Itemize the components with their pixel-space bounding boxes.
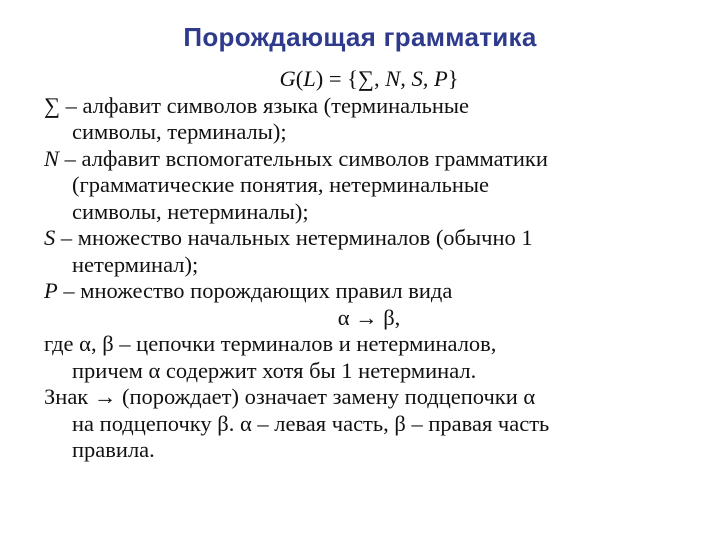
- text-line: [44, 437, 694, 464]
- text-line: [44, 93, 694, 120]
- text-segment: α → β,: [337, 304, 401, 330]
- text-line: [44, 358, 694, 385]
- text-line: [44, 278, 694, 305]
- text-line: [44, 384, 694, 411]
- text-segment: – множество начальных нетерминалов (обычно 1: [55, 225, 533, 250]
- text-line: [44, 172, 694, 199]
- text-segment: – множество порождающих правил вида: [57, 278, 453, 303]
- italic-symbol: N, S, P: [385, 66, 448, 91]
- text-line: [44, 119, 694, 146]
- text-segment: нетерминал);: [72, 251, 199, 277]
- text-segment: на подцепочку β. α – левая часть, β – правая часть: [72, 410, 550, 436]
- text-segment: причем α содержит хотя бы 1 нетерминал.: [72, 357, 477, 383]
- text-segment: ) = {∑,: [315, 66, 386, 91]
- text-segment: (грамматические понятия, нетерминальные: [72, 172, 490, 197]
- text-segment: символы, терминалы);: [72, 119, 287, 144]
- text-segment: где α, β – цепочки терминалов и нетерминалов,: [44, 331, 497, 356]
- text-segment: Знак → (порождает) означает замену подцепочки α: [44, 384, 536, 409]
- italic-symbol: N: [44, 145, 60, 171]
- italic-symbol: P: [44, 278, 58, 303]
- text-line: [44, 331, 694, 358]
- text-segment: символы, нетерминалы);: [72, 198, 309, 224]
- text-line: [44, 305, 694, 332]
- text-line: [44, 411, 694, 438]
- text-segment: правила.: [72, 437, 155, 462]
- italic-symbol: S: [44, 225, 56, 250]
- text-segment: }: [447, 66, 459, 91]
- text-line: [44, 225, 694, 252]
- text-line: [44, 199, 694, 226]
- italic-symbol: L: [303, 66, 316, 91]
- italic-symbol: G: [279, 66, 296, 91]
- slide-title: Порождающая грамматика: [183, 22, 537, 52]
- text-line: [44, 66, 694, 93]
- text-line: [44, 146, 694, 173]
- text-line: [44, 252, 694, 279]
- text-segment: – алфавит вспомогательных символов грамматики: [59, 145, 548, 171]
- text-segment: (: [295, 66, 304, 91]
- slide-body: [44, 66, 694, 464]
- text-segment: ∑ – алфавит символов языка (терминальные: [44, 92, 469, 118]
